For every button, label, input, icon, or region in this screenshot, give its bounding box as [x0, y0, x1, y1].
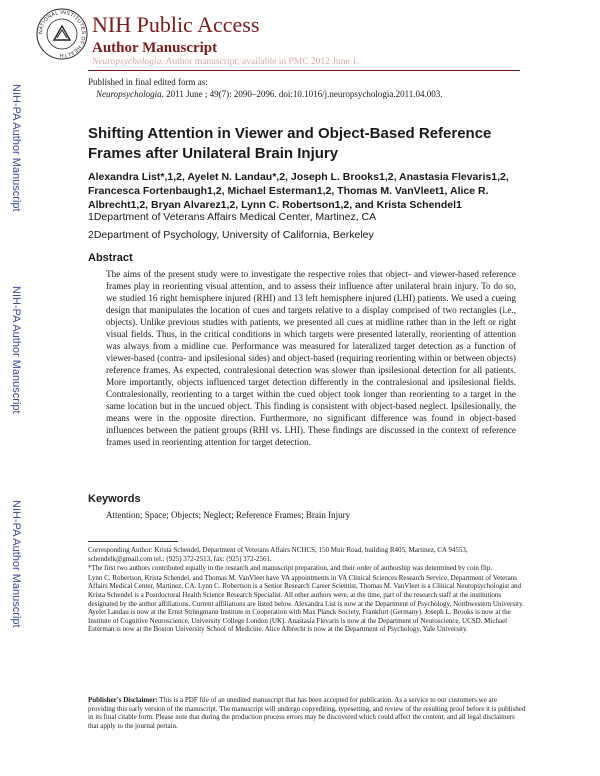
abstract-text: The aims of the present study were to investigate the respective roles that object- and viewer-based reference frames play in reorienting visual attention, and to assess their influence after unilateral brain injury. To do so, we studied 16 right hemisphere injured (RHI) and 13 left hemisphere injured (LHI) patients. We used a cueing design that manipulates the location of cues and targets relative to a display comprised of two rectangles (i.e., objects). Unlike previous studies with patients, we presented all cues at midline rather than in the left or right visual fields. Thus, in the critical conditions in which targets were presented laterally, reorienting of attention was always from a midline cue. Performance was measured for lateralized target detection as a function of viewer-based (contra- and ipsilesional sides) and object-based (requiring reorienting within or between objects) reference frames. As expected, contralesional detection was slower than ipsilesional detection for all patients. More importantly, objects influenced target detection differently in the contralesional and ipsilesional fields. Contralesionally, reorienting to a target within the cued object took longer than reorienting to a target in the same location but in the uncued object. This finding is consistent with object-based neglect. Ipsilesionally, the means were in the opposite direction. Furthermore, no significant difference was found in object-based influences between the patient groups (RHI vs. LHI). These findings are discussed in the context of reference frames used in reorienting attention for target detection.: [106, 269, 516, 447]
logo-ring-text: NATIONAL INSTITUTES OF HEALTH: [37, 9, 87, 59]
publication-citation-line: [88, 88, 442, 100]
header-title: NIH Public Access: [92, 12, 260, 37]
author-list: Alexandra List*,1,2, Ayelet N. Landau*,2, Joseph L. Brooks1,2, Anastasia Flevaris1,2, Francesca Fortenbaugh1,2, Michael Esterman1,2, Thomas M. VanVleet1, Alice R. Albrecht1,2, Bryan Alvarez1,2, Lynn C. Robertson1,2, and Krista Schendel1: [88, 171, 509, 211]
footnote-appointments: Lynn C. Robertson, Krista Schendel, and Thomas M. VanVleet have VA appointments in VA Clinical Sciences Research Service, Department of Veterans Affairs Medical Center, Martinez, CA. Lynn C. Robertson is a Senior Research Career Scientist, Thomas M. VanVleet is a Clinical Neuropsychologist and Krista Schendel is a Postdoctoral Health Science Research Specialist. All other authors were, at the time, part of the research staff at the institutions designated by the author affiliations. Current affiliations are listed below. Alexandra List is now at the Department of Psychology, Northwestern University. Ayelet Landau is now at the Ernst Strüngmann Institute in Cooperation with Max Planck Society, Frankfurt (Germany). Joseph L. Brooks is now at the Institute of Cognitive Neuroscience, University College London (UK). Anastasia Flevaris is now at the Department of Neuroscience, UCSD. Michael Esterman is now at the Boston University School of Medicine. Alice Albrecht is now at the Department of Psychology, Yale University.: [88, 573, 524, 634]
affiliation-2: 2Department of Psychology, University of California, Berkeley: [88, 229, 374, 241]
publication-info: [88, 76, 442, 100]
sidebar-label-bottom: NIH-PA Author Manuscript: [10, 500, 22, 628]
publisher-disclaimer: [88, 696, 526, 730]
keywords-text: Attention; Space; Objects; Neglect; Reference Frames; Brain Injury: [106, 510, 351, 520]
footnote-divider: [88, 541, 178, 542]
disclaimer-label: Publisher's Disclaimer:: [88, 696, 158, 704]
sidebar-label-top: NIH-PA Author Manuscript: [10, 84, 22, 212]
affiliation-1: 1Department of Veterans Affairs Medical Center, Martinez, CA: [88, 211, 377, 223]
note-rest: . Author manuscript; available in PMC 2012 June 1.: [161, 57, 360, 67]
sidebar-label-middle: NIH-PA Author Manuscript: [10, 286, 22, 414]
article-title: Shifting Attention in Viewer and Object-Based Reference Frames after Unilateral Brain Injury: [88, 125, 492, 162]
availability-note: [92, 57, 359, 67]
note-journal: Neuropsychologia: [92, 57, 162, 67]
header-divider: [88, 70, 520, 71]
publication-line1: Published in final edited form as:: [88, 77, 208, 87]
footnotes: [88, 546, 526, 635]
keywords-heading: Keywords: [88, 493, 141, 505]
footnote-correspondence: Corresponding Author: Krista Schendel, Department of Veterans Affairs NCHCS, 150 Muir Road, building R405, Martinez, CA 94553, schendelk@gmail.com tel.: (925) 372-2513, fax: (925) 372-2561.: [88, 546, 468, 563]
svg-text:NATIONAL INSTITUTES OF HEALTH: [38, 10, 86, 58]
publication-journal: Neuropsychologia: [96, 89, 162, 99]
nih-logo: [36, 8, 88, 60]
publication-citation: . 2011 June ; 49(7): 2090–2096. doi:10.1016/j.neuropsychologia.2011.04.003.: [161, 89, 443, 99]
header-subtitle: Author Manuscript: [92, 40, 218, 56]
disclaimer-text: This is a PDF file of an unedited manuscript that has been accepted for publication. As a service to our customers we are providing this early version of the manuscript. The manuscript will undergo copyediting, typesetting, and review of the resulting proof before it is published in its final citable form. Please note that during the production process errors may be discovered which could affect the content, and all legal disclaimers that apply to the journal pertain.: [88, 696, 526, 730]
footnote-equal-contribution: *The first two authors contributed equally in the research and manuscript preparation, and their order of authorship was determined by coin flip.: [88, 564, 493, 573]
abstract-heading: Abstract: [88, 252, 133, 264]
